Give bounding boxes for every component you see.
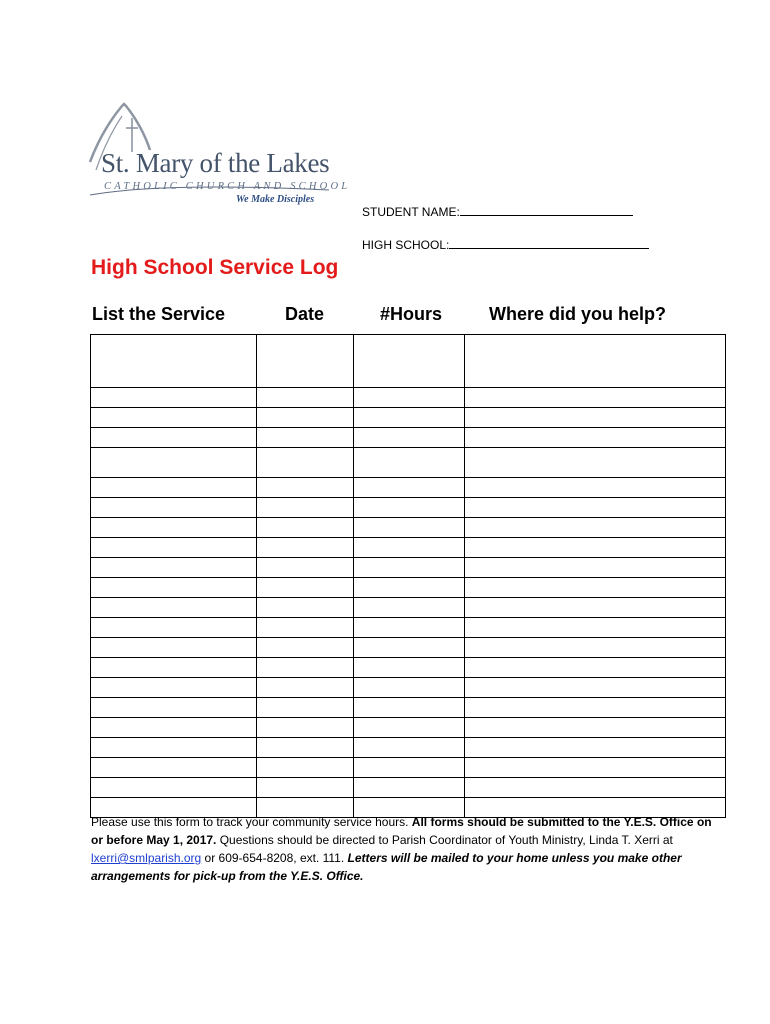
service-cell[interactable] bbox=[91, 678, 257, 698]
page-title: High School Service Log bbox=[91, 256, 339, 279]
date-cell[interactable] bbox=[257, 638, 354, 658]
service-cell[interactable] bbox=[91, 578, 257, 598]
service-cell[interactable] bbox=[91, 518, 257, 538]
where-cell[interactable] bbox=[465, 408, 726, 428]
where-cell[interactable] bbox=[465, 538, 726, 558]
service-cell[interactable] bbox=[91, 778, 257, 798]
table-row bbox=[91, 518, 726, 538]
hours-cell[interactable] bbox=[354, 335, 465, 388]
table-row bbox=[91, 335, 726, 388]
service-cell[interactable] bbox=[91, 408, 257, 428]
column-header-date: Date bbox=[285, 304, 325, 324]
table-row bbox=[91, 738, 726, 758]
date-cell[interactable] bbox=[257, 558, 354, 578]
column-header-service: List the Service bbox=[92, 304, 226, 324]
logo-name: St. Mary of the Lakes bbox=[101, 148, 330, 178]
where-cell[interactable] bbox=[465, 718, 726, 738]
service-log-table bbox=[90, 334, 726, 818]
date-cell[interactable] bbox=[257, 498, 354, 518]
service-cell[interactable] bbox=[91, 738, 257, 758]
where-cell[interactable] bbox=[465, 598, 726, 618]
table-row bbox=[91, 758, 726, 778]
hours-cell[interactable] bbox=[354, 638, 465, 658]
where-cell[interactable] bbox=[465, 498, 726, 518]
date-cell[interactable] bbox=[257, 388, 354, 408]
table-row bbox=[91, 638, 726, 658]
service-cell[interactable] bbox=[91, 428, 257, 448]
where-cell[interactable] bbox=[465, 698, 726, 718]
service-cell[interactable] bbox=[91, 538, 257, 558]
table-row bbox=[91, 678, 726, 698]
service-cell[interactable] bbox=[91, 388, 257, 408]
table-row bbox=[91, 428, 726, 448]
where-cell[interactable] bbox=[465, 478, 726, 498]
date-cell[interactable] bbox=[257, 758, 354, 778]
hours-cell[interactable] bbox=[354, 388, 465, 408]
hours-cell[interactable] bbox=[354, 558, 465, 578]
service-cell[interactable] bbox=[91, 618, 257, 638]
hours-cell[interactable] bbox=[354, 598, 465, 618]
high-school-field[interactable] bbox=[449, 236, 649, 249]
note-intro: Please use this form to track your community service hours. bbox=[91, 815, 412, 829]
service-cell[interactable] bbox=[91, 558, 257, 578]
service-cell[interactable] bbox=[91, 498, 257, 518]
where-cell[interactable] bbox=[465, 778, 726, 798]
high-school-row bbox=[362, 236, 649, 252]
table-row bbox=[91, 618, 726, 638]
hours-cell[interactable] bbox=[354, 578, 465, 598]
date-cell[interactable] bbox=[257, 408, 354, 428]
where-cell[interactable] bbox=[465, 678, 726, 698]
hours-cell[interactable] bbox=[354, 698, 465, 718]
where-cell[interactable] bbox=[465, 448, 726, 478]
where-cell[interactable] bbox=[465, 638, 726, 658]
date-cell[interactable] bbox=[257, 778, 354, 798]
date-cell[interactable] bbox=[257, 538, 354, 558]
date-cell[interactable] bbox=[257, 578, 354, 598]
date-cell[interactable] bbox=[257, 448, 354, 478]
date-cell[interactable] bbox=[257, 478, 354, 498]
table-row bbox=[91, 558, 726, 578]
table-row bbox=[91, 478, 726, 498]
hours-cell[interactable] bbox=[354, 518, 465, 538]
where-cell[interactable] bbox=[465, 558, 726, 578]
table-row bbox=[91, 658, 726, 678]
hours-cell[interactable] bbox=[354, 658, 465, 678]
service-cell[interactable] bbox=[91, 598, 257, 618]
where-cell[interactable] bbox=[465, 738, 726, 758]
table-row bbox=[91, 498, 726, 518]
hours-cell[interactable] bbox=[354, 758, 465, 778]
table-row bbox=[91, 778, 726, 798]
date-cell[interactable] bbox=[257, 718, 354, 738]
where-cell[interactable] bbox=[465, 518, 726, 538]
table-row bbox=[91, 388, 726, 408]
high-school-label: HIGH SCHOOL: bbox=[362, 238, 450, 252]
where-cell[interactable] bbox=[465, 758, 726, 778]
student-name-row bbox=[362, 203, 633, 219]
hours-cell[interactable] bbox=[354, 478, 465, 498]
table-row bbox=[91, 448, 726, 478]
logo-subtitle: CATHOLIC CHURCH AND SCHOOL bbox=[104, 181, 351, 192]
where-cell[interactable] bbox=[465, 388, 726, 408]
service-cell[interactable] bbox=[91, 758, 257, 778]
service-cell[interactable] bbox=[91, 698, 257, 718]
date-cell[interactable] bbox=[257, 698, 354, 718]
note-letters: Letters will be mailed to your home unless you make other arrangements for pick-up from the Y.E.S. Office. bbox=[91, 851, 682, 883]
logo-tagline: We Make Disciples bbox=[236, 194, 315, 205]
note-questions: Questions should be directed to Parish Coordinator of Youth Ministry, Linda T. Xerri at bbox=[216, 833, 673, 847]
note-phone: or 609-654-8208, ext. 111. bbox=[201, 851, 348, 865]
date-cell[interactable] bbox=[257, 738, 354, 758]
hours-cell[interactable] bbox=[354, 428, 465, 448]
hours-cell[interactable] bbox=[354, 408, 465, 428]
table-row bbox=[91, 718, 726, 738]
table-row bbox=[91, 408, 726, 428]
date-cell[interactable] bbox=[257, 658, 354, 678]
table-row bbox=[91, 598, 726, 618]
hours-cell[interactable] bbox=[354, 498, 465, 518]
service-cell[interactable] bbox=[91, 658, 257, 678]
service-cell[interactable] bbox=[91, 478, 257, 498]
service-cell[interactable] bbox=[91, 718, 257, 738]
hours-cell[interactable] bbox=[354, 718, 465, 738]
hours-cell[interactable] bbox=[354, 678, 465, 698]
hours-cell[interactable] bbox=[354, 538, 465, 558]
note-submit-deadline: All forms should be submitted to the Y.E.S. Office on or before May 1, 2017. bbox=[91, 815, 712, 847]
date-cell[interactable] bbox=[257, 618, 354, 638]
hours-cell[interactable] bbox=[354, 738, 465, 758]
instructions-note bbox=[91, 813, 721, 885]
service-cell[interactable] bbox=[91, 448, 257, 478]
date-cell[interactable] bbox=[257, 678, 354, 698]
hours-cell[interactable] bbox=[354, 618, 465, 638]
where-cell[interactable] bbox=[465, 578, 726, 598]
table-row bbox=[91, 698, 726, 718]
service-cell[interactable] bbox=[91, 335, 257, 388]
student-name-field[interactable] bbox=[460, 203, 633, 216]
email-link[interactable]: lxerri@smlparish.org bbox=[91, 851, 202, 865]
hours-cell[interactable] bbox=[354, 778, 465, 798]
date-cell[interactable] bbox=[257, 598, 354, 618]
column-header-hours: #Hours bbox=[380, 304, 443, 324]
table-row bbox=[91, 538, 726, 558]
service-cell[interactable] bbox=[91, 638, 257, 658]
date-cell[interactable] bbox=[257, 428, 354, 448]
table-row bbox=[91, 578, 726, 598]
where-cell[interactable] bbox=[465, 335, 726, 388]
student-name-label: STUDENT NAME: bbox=[362, 205, 460, 219]
hours-cell[interactable] bbox=[354, 448, 465, 478]
column-header-where: Where did you help? bbox=[489, 304, 667, 324]
where-cell[interactable] bbox=[465, 618, 726, 638]
date-cell[interactable] bbox=[257, 335, 354, 388]
date-cell[interactable] bbox=[257, 518, 354, 538]
where-cell[interactable] bbox=[465, 428, 726, 448]
where-cell[interactable] bbox=[465, 658, 726, 678]
